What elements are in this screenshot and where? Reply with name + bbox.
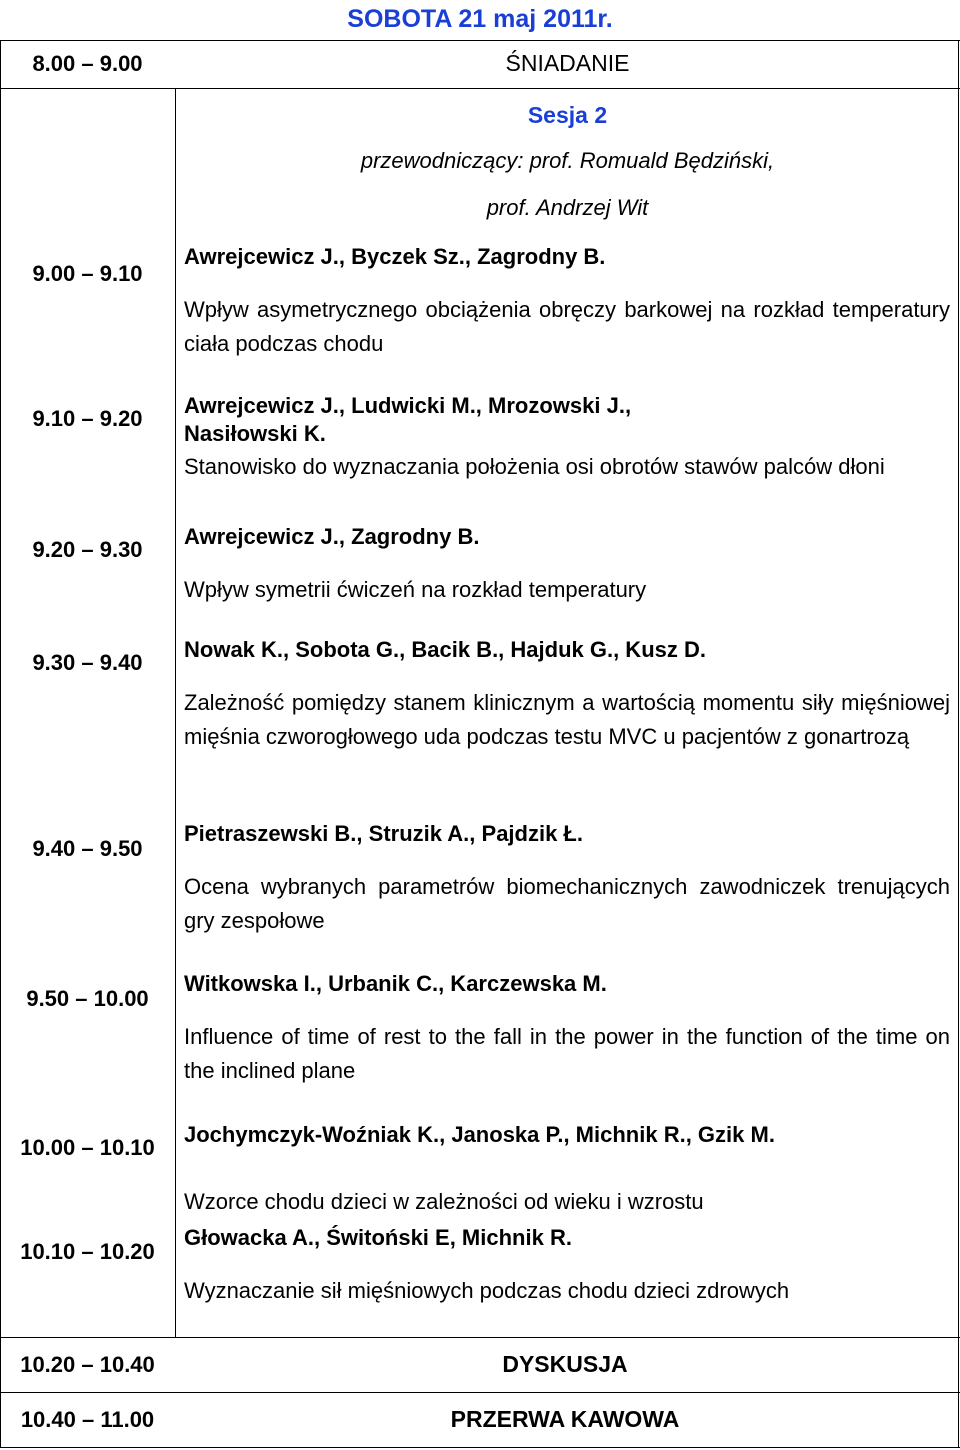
talk-time: 9.50 – 10.00 (26, 986, 149, 1011)
row-divider (0, 88, 960, 89)
talk-title: Wpływ symetrii ćwiczeń na rozkład temperatury (184, 577, 647, 602)
discussion-time: 10.20 – 10.40 (20, 1352, 155, 1377)
talk-title: Stanowisko do wyznaczania położenia osi obrotów stawów palców dłoni (184, 454, 885, 479)
talk-title: Wpływ asymetrycznego obciążenia obręczy barkowej na rozkład temperatury ciała podczas chodu (184, 297, 950, 356)
talk-authors: Jochymczyk-Woźniak K., Janoska P., Michnik R., Gzik M. (184, 1122, 775, 1147)
talk-entry (184, 1224, 950, 1308)
talk-time: 9.00 – 9.10 (32, 261, 143, 286)
talk-title: Zależność pomiędzy stanem klinicznym a wartością momentu siły mięśniowej mięśnia czworogłowego uda podczas testu MVC u pacjentów z gonartrozą (184, 690, 950, 749)
breakfast-time: 8.00 – 9.00 (32, 51, 143, 76)
talk-entry (184, 636, 950, 754)
page-title: SOBOTA 21 maj 2011r. (347, 5, 613, 33)
session-chair-line2: prof. Andrzej Wit (486, 195, 649, 220)
discussion-label: DYSKUSJA (502, 1351, 628, 1377)
schedule-table (0, 40, 960, 1448)
column-divider (175, 88, 176, 1337)
coffee-break-time: 10.40 – 11.00 (20, 1407, 155, 1432)
talk-time: 10.10 – 10.20 (20, 1239, 155, 1264)
session-title: Sesja 2 (527, 102, 608, 128)
coffee-break-row (0, 1392, 960, 1447)
talk-authors: Awrejcewicz J., Ludwicki M., Mrozowski J., Nasiłowski K. (184, 393, 632, 446)
talk-authors: Witkowska I., Urbanik C., Karczewska M. (184, 971, 607, 996)
talk-authors: Pietraszewski B., Struzik A., Pajdzik Ł. (184, 821, 583, 846)
discussion-row (0, 1337, 960, 1392)
breakfast-row (0, 40, 960, 88)
talk-entry (184, 970, 950, 1088)
talk-authors-block (184, 392, 744, 448)
session-chair-line1: przewodniczący: prof. Romuald Będziński, (360, 148, 775, 173)
talk-time: 9.30 – 9.40 (32, 650, 143, 675)
talk-entry (184, 243, 950, 361)
table-border-right (958, 40, 959, 1448)
talk-time: 9.40 – 9.50 (32, 836, 143, 861)
talk-title-block (184, 450, 950, 484)
talk-title: Influence of time of rest to the fall in the power in the function of the time on the inclined plane (184, 1024, 950, 1083)
talk-entry (184, 523, 950, 607)
talk-authors: Nowak K., Sobota G., Bacik B., Hajduk G., Kusz D. (184, 637, 706, 662)
talk-time: 10.00 – 10.10 (20, 1135, 155, 1160)
talk-time: 9.10 – 9.20 (32, 406, 143, 431)
talk-title: Wzorce chodu dzieci w zależności od wieku i wzrostu (184, 1189, 704, 1214)
talk-title-block (184, 1185, 950, 1219)
talk-time: 9.20 – 9.30 (32, 537, 143, 562)
talk-title: Wyznaczanie sił mięśniowych podczas chodu dzieci zdrowych (184, 1278, 790, 1303)
table-border-bottom (0, 1447, 960, 1448)
talk-authors: Awrejcewicz J., Zagrodny B. (184, 524, 480, 549)
talk-authors-block (184, 1121, 804, 1149)
talk-authors: Awrejcewicz J., Byczek Sz., Zagrodny B. (184, 244, 606, 269)
breakfast-label: ŚNIADANIE (505, 50, 630, 76)
talk-authors: Głowacka A., Świtoński E, Michnik R. (184, 1225, 572, 1250)
table-border-left (0, 40, 1, 1448)
coffee-break-label: PRZERWA KAWOWA (450, 1406, 680, 1432)
talk-entry (184, 820, 950, 938)
talk-title: Ocena wybranych parametrów biomechanicznych zawodniczek trenujących gry zespołowe (184, 874, 950, 933)
